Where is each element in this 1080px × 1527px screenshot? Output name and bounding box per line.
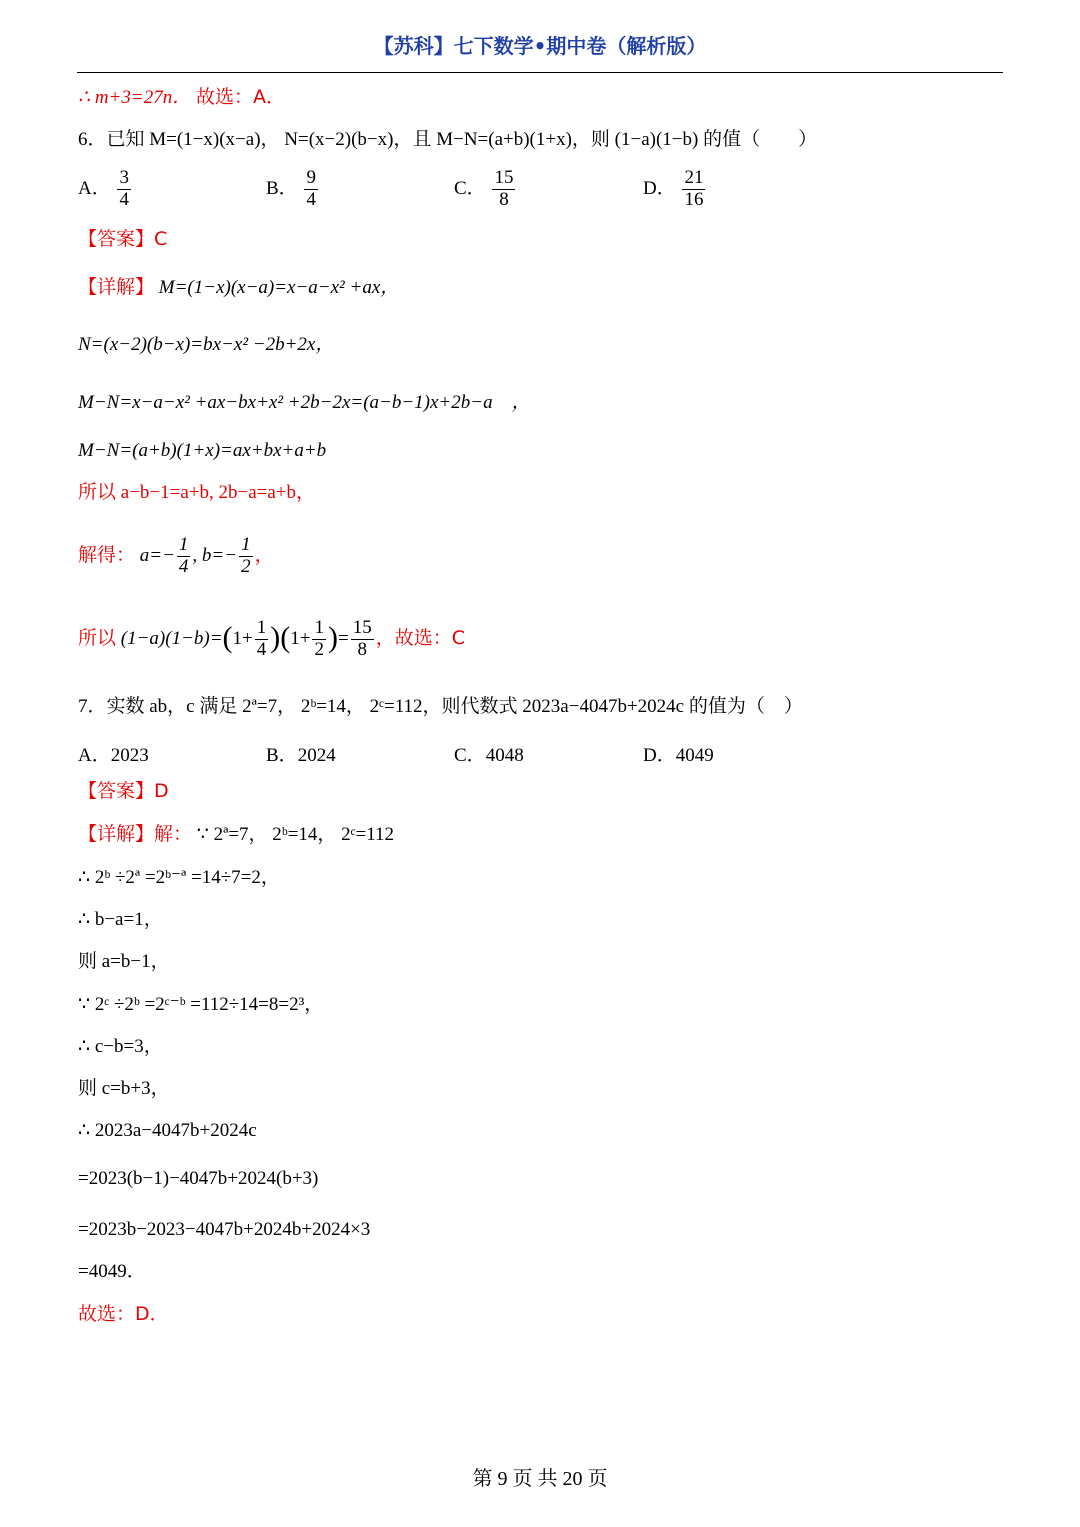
- q6-step-2: N=(x−2)(b−x)=bx−x² −2b+2x，: [78, 334, 335, 355]
- page-footer: 第 9 页 共 20 页: [472, 1468, 608, 1490]
- q7-step-5: ∴ c−b=3，: [78, 1036, 163, 1057]
- q7-choice: 故选：D．: [78, 1303, 169, 1325]
- q7-step-2: ∴ b−a=1，: [78, 909, 163, 930]
- q6-option-c-fraction: [492, 168, 515, 211]
- q7-option-d: [643, 740, 714, 767]
- q6-option-c-den: 8: [499, 188, 509, 210]
- q6-solve-a-fraction: [177, 535, 191, 578]
- q6-step-5: 所以 a−b−1=a+b, 2b−a=a+b，: [78, 482, 315, 503]
- q6-option-c-label: C．: [454, 177, 486, 199]
- q6-solve-b-num: 1: [241, 534, 251, 555]
- q6-option-b-num: 9: [306, 167, 316, 188]
- q6-detail-label: 【详解】: [78, 276, 155, 298]
- q7-step-9: =2023b−2023−4047b+2024b+2024×3: [78, 1219, 371, 1240]
- q6-final-one-1: 1+: [232, 627, 253, 649]
- q6-answer: 【答案】C: [78, 228, 168, 250]
- q7-step-4: ∵ 2ᶜ ÷2ᵇ =2ᶜ⁻ᵇ =112÷14=8=2³，: [78, 994, 324, 1015]
- q6-option-a-den: 4: [119, 188, 129, 210]
- q7-option-b-label: B．: [266, 745, 298, 766]
- q7-detail-line: [78, 825, 394, 844]
- q6-final-n2: 1: [314, 617, 324, 638]
- q7-option-a-value: 2023: [110, 745, 149, 766]
- q7-detail-label: 【详解】解：: [78, 823, 193, 845]
- q7-option-c-value: 4048: [485, 745, 524, 766]
- q6-option-d: [643, 168, 707, 211]
- q6-option-b-den: 4: [306, 188, 316, 210]
- q6-option-b-label: B．: [266, 177, 298, 199]
- q7-option-c: [454, 740, 524, 767]
- header-rule: [77, 72, 1003, 73]
- q7-step-8: =2023(b−1)−4047b+2024(b+3): [78, 1168, 319, 1189]
- q6-option-a-num: 3: [119, 167, 129, 188]
- q6-detail-line-1: [78, 278, 399, 297]
- q6-final-label: 所以: [78, 626, 117, 649]
- q7-option-a: [78, 740, 149, 767]
- q6-solve-b-pre: , b=−: [192, 544, 238, 566]
- q7-answer: 【答案】D: [78, 780, 169, 802]
- q6-solve-a-num: 1: [178, 534, 189, 555]
- q6-option-a-fraction: [117, 168, 131, 211]
- q6-final-rd: 8: [357, 638, 367, 660]
- q6-solve-tail: ，: [254, 544, 274, 566]
- q6-final-d1: 4: [256, 638, 267, 660]
- q6-final-rn: 15: [352, 617, 372, 638]
- q6-option-d-den: 16: [684, 188, 704, 210]
- q6-option-d-fraction: [682, 168, 705, 211]
- q6-step-3: M−N=x−a−x² +ax−bx+x² +2b−2x=(a−b−1)x+2b−a ，: [78, 392, 531, 413]
- q6-step-4: M−N=(a+b)(1+x)=ax+bx+a+b: [78, 440, 327, 461]
- q6-solve-label: 解得：: [78, 543, 136, 566]
- q7-step-3: 则 a=b−1，: [78, 951, 170, 972]
- q6-solve-line: [78, 535, 274, 578]
- prev-choice: 故选：A．: [195, 86, 285, 108]
- q6-final-d2: 2: [314, 638, 324, 660]
- q6-final-one-2: 1+: [290, 627, 311, 649]
- q6-final-choice: ，故选：C: [375, 626, 465, 649]
- q6-option-d-label: D．: [643, 177, 676, 199]
- q6-solve-a-den: 4: [178, 555, 189, 577]
- q6-option-a: [78, 168, 133, 211]
- q7-option-d-value: 4049: [675, 745, 714, 766]
- q6-final-paren-open-2: (: [280, 620, 291, 654]
- q7-option-d-label: D．: [643, 745, 676, 766]
- q6-final-result: [351, 618, 374, 661]
- q6-solve-a-pre: a=−: [139, 544, 175, 566]
- q7-step-7: ∴ 2023a−4047b+2024c: [78, 1120, 257, 1141]
- q7-option-a-label: A．: [78, 745, 111, 766]
- q6-final-eq: =: [337, 627, 349, 649]
- q6-option-d-num: 21: [684, 167, 704, 188]
- q6-final-expr: (1−a)(1−b)=: [120, 627, 223, 649]
- q7-option-c-label: C．: [454, 745, 486, 766]
- page-header: 【苏科】七下数学•期中卷（解析版）: [373, 34, 707, 58]
- q6-final-paren-close-1: ): [270, 620, 281, 654]
- q7-detail-given: ∵ 2ª=7， 2ᵇ=14， 2ᶜ=112: [196, 824, 395, 845]
- q7-step-1: ∴ 2ᵇ ÷2ª =2ᵇ⁻ª =14÷7=2，: [78, 867, 280, 888]
- prev-equation: ∴ m+3=27n．: [78, 87, 192, 108]
- q7-step-6: 则 c=b+3，: [78, 1078, 170, 1099]
- q6-option-c-num: 15: [494, 167, 514, 188]
- q6-solve-b-fraction: [239, 535, 253, 578]
- q6-option-c: [454, 168, 517, 211]
- q6-final-frac-2: [312, 618, 326, 661]
- q7-step-10: =4049．: [78, 1261, 146, 1282]
- q6-final-frac-1: [255, 618, 269, 661]
- q6-option-b-fraction: [304, 168, 318, 211]
- q6-final-line: [78, 618, 465, 661]
- q7-option-b-value: 2024: [297, 745, 336, 766]
- q6-final-paren-open-1: (: [222, 620, 233, 654]
- q6-option-a-label: A．: [78, 177, 111, 199]
- q6-solve-b-den: 2: [241, 555, 251, 577]
- q7-stem: 7．实数 ab，c 满足 2ª=7， 2ᵇ=14， 2ᶜ=112，则代数式 2023a−4047b+2024c 的值为（ ）: [78, 696, 803, 717]
- q6-final-paren-close-2: ): [327, 620, 338, 654]
- q6-step-1: M=(1−x)(x−a)=x−a−x² +ax，: [158, 277, 400, 298]
- prev-conclusion: [78, 88, 285, 107]
- q6-option-b: [266, 168, 320, 211]
- q6-stem: 6．已知 M=(1−x)(x−a)， N=(x−2)(b−x)，且 M−N=(a+b)(1+x)，则 (1−a)(1−b) 的值（ ）: [78, 129, 818, 150]
- q7-option-b: [266, 740, 336, 767]
- q6-final-n1: 1: [256, 617, 267, 638]
